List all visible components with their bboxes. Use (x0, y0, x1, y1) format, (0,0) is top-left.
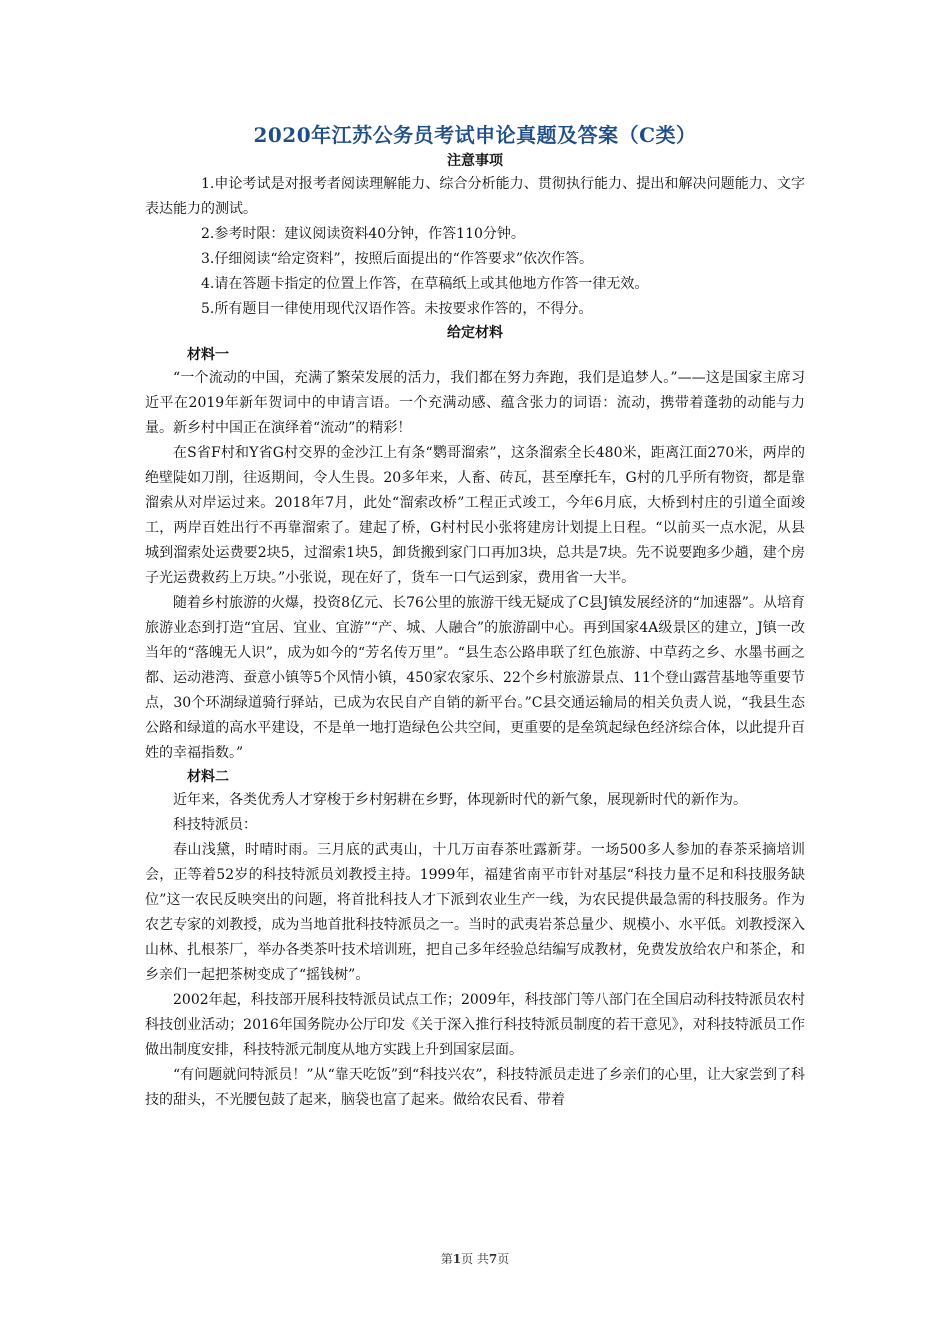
material-two-paragraph: 近年来，各类优秀人才穿梭于乡村躬耕在乡野，体现新时代的新气象，展现新时代的新作为。 (173, 792, 747, 808)
page-title: 2020年江苏公务员考试申论真题及答案（C类） (253, 123, 697, 147)
page-footer (0, 1250, 950, 1267)
footer-middle: 页 共 (461, 1252, 489, 1266)
material-two-heading: 材料二 (187, 769, 229, 785)
total-pages-number: 7 (488, 1252, 498, 1266)
material-two-paragraph: 春山浅黛，时晴时雨。三月底的武夷山，十几万亩春茶吐露新芽。一场500多人参加的春茶采摘培训会，正等着52岁的科技特派员刘教授主持。1999年，福建省南平市针对基层“科技力量不足和科技服务缺位”这一农民反映突出的问题，将首批科技人才下派到农业生产一线，为农民提供最急需的科技服务。作为农艺专家的刘教授，成为当地首批科技特派员之一。当时的武夷岩茶总量少、规模小、水平低。刘教授深入山林、扎根茶厂，举办各类茶叶技术培训班，把自己多年经验总结编写成教材，免费发放给农户和茶企，和乡亲们一起把茶树变成了“摇钱树”。 (145, 842, 805, 983)
material-one-heading: 材料一 (187, 347, 229, 363)
notice-item: 5.所有题目一律使用现代汉语作答。未按要求作答的，不得分。 (201, 301, 593, 317)
notice-item: 1.申论考试是对报考者阅读理解能力、综合分析能力、贯彻执行能力、提出和解决问题能力、文字表达能力的测试。 (145, 176, 805, 217)
material-two-paragraph: 科技特派员： (173, 817, 257, 833)
material-one-paragraph: “一个流动的中国，充满了繁荣发展的活力，我们都在努力奔跑，我们是追梦人。”——这是国家主席习近平在2019年新年贺词中的申请言语。一个充满动感、蕴含张力的词语：流动，携带着蓬勃的动能与力量。新乡村中国正在演绎着“流动”的精彩！ (145, 370, 805, 436)
material-one-paragraph: 在S省F村和Y省G村交界的金沙江上有条“鹦哥溜索”，这条溜索全长480米，距离江面270米，两岸的绝壁陡如刀削，往返期间，令人生畏。20多年来，人畜、砖瓦，甚至摩托车，G村的几乎所有物资，都是靠溜索从对岸运过来。2018年7月，此处“溜索改桥”工程正式竣工，今年6月底，大桥到村庄的引道全面竣工，两岸百姓出行不再靠溜索了。建起了桥，G村村民小张将建房计划提上日程。“以前买一点水泥，从县城到溜索处运费要2块5，过溜索1块5，卸货搬到家门口再加3块，总共是7块。先不说要跑多少趟，建个房子光运费救药上万块。”小张说，现在好了，货车一口气运到家，费用省一大半。 (145, 445, 805, 586)
footer-prefix: 第 (440, 1252, 453, 1266)
material-two-paragraph: “有问题就问特派员！”从“靠天吃饭”到“科技兴农”，科技特派员走进了乡亲们的心里，让大家尝到了科技的甜头，不光腰包鼓了起来，脑袋也富了起来。做给农民看、带着 (145, 1067, 805, 1108)
notice-list (145, 172, 805, 322)
notice-item: 3.仔细阅读“给定资料”，按照后面提出的“作答要求”依次作答。 (201, 251, 593, 267)
footer-suffix: 页 (497, 1252, 510, 1266)
material-two-paragraph: 2002年起，科技部开展科技特派员试点工作；2009年，科技部门等八部门在全国启动科技特派员农村科技创业活动；2016年国务院办公厅印发《关于深入推行科技特派员制度的若干意见》，对科技特派员工作做出制度安排，科技特派元制度从地方实践上升到国家层面。 (145, 992, 805, 1058)
materials-heading: 给定材料 (447, 325, 503, 341)
current-page-number: 1 (452, 1252, 462, 1266)
notice-item: 2.参考时限：建议阅读资料40分钟，作答110分钟。 (201, 226, 525, 242)
document-body (145, 120, 805, 1113)
notice-heading: 注意事项 (447, 153, 503, 169)
notice-item: 4.请在答题卡指定的位置上作答，在草稿纸上或其他地方作答一律无效。 (201, 276, 649, 292)
material-one-paragraph: 随着乡村旅游的火爆，投资8亿元、长76公里的旅游干线无疑成了C县J镇发展经济的“加速器”。从培育旅游业态到打造“宜居、宜业、宜游”“产、城、人融合”的旅游副中心。再到国家4A级景区的建立，J镇一改当年的“落魄无人识”，成为如今的“芳名传万里”。“县生态公路串联了红色旅游、中草药之乡、水墨书画之都、运动港湾、蚕意小镇等5个风情小镇，450家农家乐、22个乡村旅游景点、11个登山露营基地等重要节点，30个环湖绿道骑行驿站，已成为农民自产自销的新平台。”C县交通运输局的相关负责人说，“我县生态公路和绿道的高水平建设，不是单一地打造绿色公共空间，更重要的是垒筑起绿色经济综合体，以此提升百姓的幸福指数。” (145, 595, 805, 761)
